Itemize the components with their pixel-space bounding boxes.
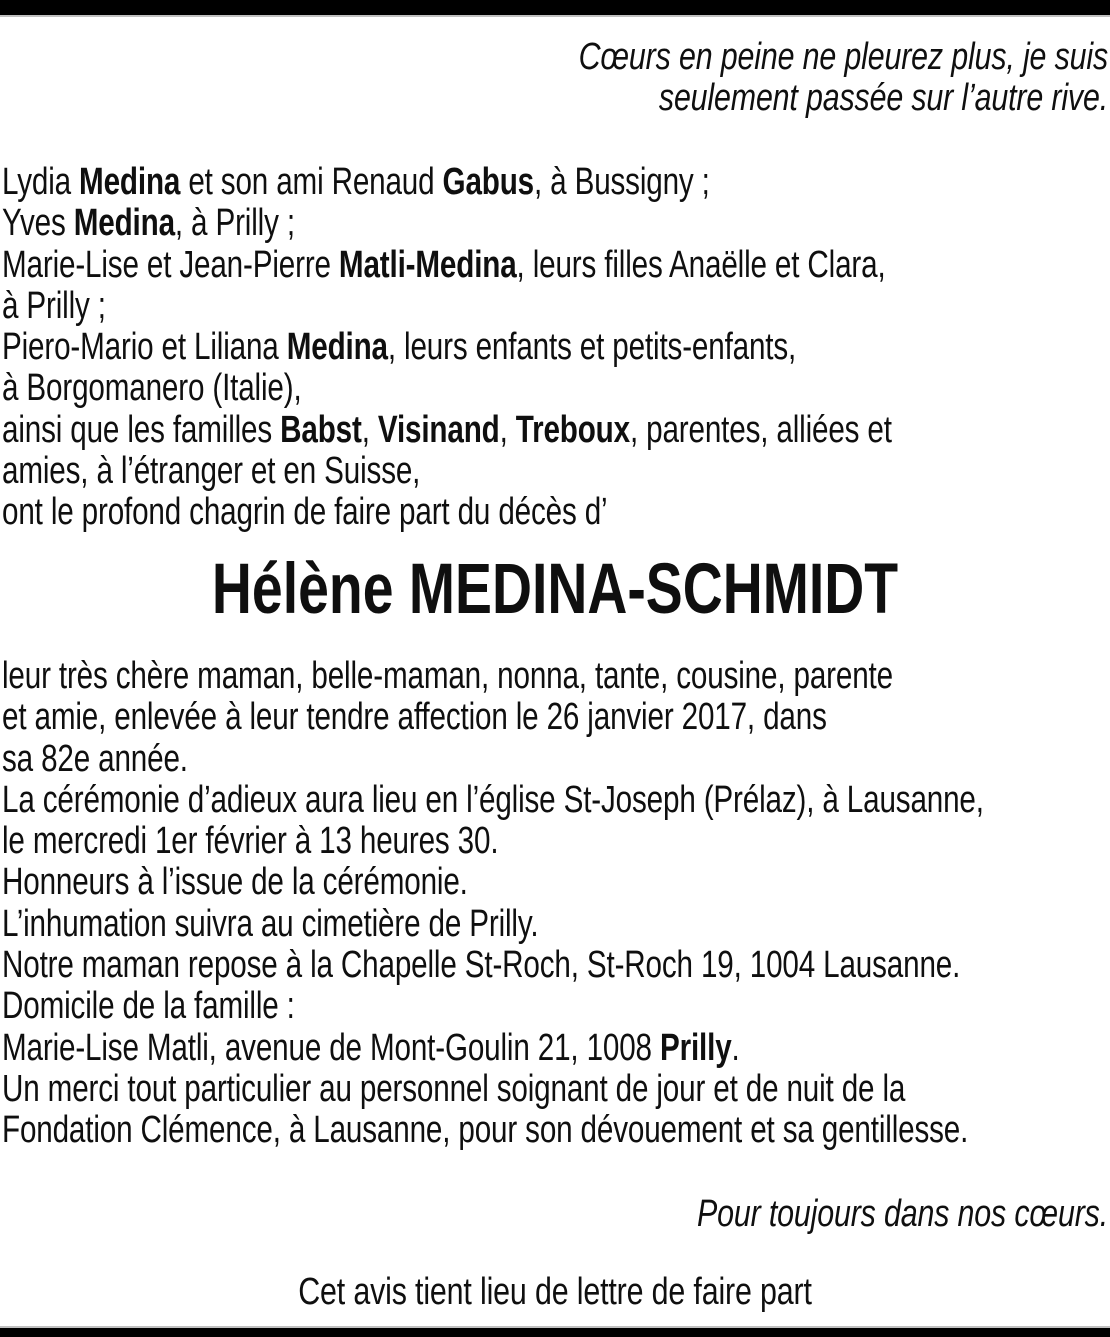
epigraph-line: Cœurs en peine ne pleurez plus, je suis xyxy=(578,36,1108,78)
text-segment: Yves xyxy=(2,202,74,245)
text-segment: amies, à l’étranger et en Suisse, xyxy=(2,450,421,493)
notice-line xyxy=(2,944,961,987)
text-segment: La cérémonie d’adieux aura lieu en l’église St-Joseph (Prélaz), à Lausanne, xyxy=(2,778,984,821)
text-segment: ainsi que les familles xyxy=(2,408,281,451)
surname-bold-segment: Medina xyxy=(73,202,175,245)
text-segment: , xyxy=(361,408,378,451)
text-segment: et amie, enlevée à leur tendre affection le 26 janvier 2017, dans xyxy=(2,696,827,739)
notice-line xyxy=(2,451,866,492)
notice-line xyxy=(2,203,866,244)
surname-bold-segment: Babst xyxy=(280,408,362,451)
text-segment: Fondation Clémence, à Lausanne, pour son dévouement et sa gentillesse. xyxy=(2,1109,969,1152)
notice-line xyxy=(2,655,893,697)
notice-line xyxy=(2,1028,866,1069)
text-segment: , à Prilly ; xyxy=(174,202,295,245)
notice-line xyxy=(2,821,866,862)
notice-line xyxy=(2,368,866,409)
text-segment: Piero-Mario et Liliana xyxy=(2,326,287,369)
notice-line xyxy=(2,286,866,327)
closing-line: Pour toujours dans nos cœurs. xyxy=(696,1193,1108,1235)
text-segment: , leurs enfants et petits-enfants, xyxy=(387,326,797,369)
notice-line xyxy=(2,492,866,533)
top-border-rule xyxy=(0,0,1110,17)
notice-line xyxy=(2,1067,906,1110)
surname-bold-segment: Visinand xyxy=(377,408,500,451)
text-segment: . xyxy=(731,1026,740,1069)
surname-bold-segment: Gabus xyxy=(442,161,535,203)
text-segment: Marie-Lise et Jean-Pierre xyxy=(2,243,339,286)
notice-line xyxy=(2,739,866,780)
text-segment: à Prilly ; xyxy=(2,284,106,327)
surname-bold-segment: Medina xyxy=(286,326,388,369)
surname-bold-segment: Medina xyxy=(79,161,181,203)
notice-line xyxy=(2,408,892,451)
text-segment: Marie-Lise Matli, avenue de Mont-Goulin 21, 1008 xyxy=(2,1026,660,1069)
closing-sentence xyxy=(0,1194,1108,1235)
notice-line xyxy=(2,697,866,738)
text-segment: sa 82e année. xyxy=(2,737,188,780)
notice-line xyxy=(2,904,866,945)
notice-line xyxy=(2,327,866,368)
text-segment: Un merci tout particulier au personnel soignant de jour et de nuit de la xyxy=(2,1067,906,1110)
text-segment: , à Bussigny ; xyxy=(534,161,710,203)
text-segment: Notre maman repose à la Chapelle St-Roch, St-Roch 19, 1004 Lausanne. xyxy=(2,944,961,987)
notice-line xyxy=(2,1109,969,1152)
footer-line: Cet avis tient lieu de lettre de faire part xyxy=(298,1271,812,1313)
text-segment: , parentes, alliées et xyxy=(629,408,892,451)
notice-line xyxy=(2,986,866,1027)
text-segment: le mercredi 1er février à 13 heures 30. xyxy=(2,820,499,863)
epigraph-quote xyxy=(0,37,1108,120)
text-segment: , leurs filles Anaëlle et Clara, xyxy=(516,243,886,286)
ceremony-details xyxy=(2,656,1110,1152)
notice-line xyxy=(2,778,984,821)
notice-line xyxy=(2,243,886,286)
surname-bold-segment: Treboux xyxy=(515,408,630,451)
bottom-border-rule xyxy=(0,1326,1110,1337)
family-announcement xyxy=(2,162,1110,534)
surname-bold-segment: Prilly xyxy=(659,1026,732,1069)
notice-line xyxy=(2,862,866,903)
text-segment: L’inhumation suivra au cimetière de Prilly. xyxy=(2,902,539,945)
text-segment: ont le profond chagrin de faire part du décès d’ xyxy=(2,491,608,534)
notice-line xyxy=(2,162,866,203)
text-segment: et son ami Renaud xyxy=(180,161,443,203)
surname-bold-segment: Matli-Medina xyxy=(338,243,517,286)
epigraph-line: seulement passée sur l’autre rive. xyxy=(658,77,1108,120)
deceased-name-title: Hélène MEDINA-SCHMIDT xyxy=(211,550,899,629)
text-segment: Domicile de la famille : xyxy=(2,985,295,1028)
text-segment: Lydia xyxy=(2,161,80,203)
footer-note xyxy=(0,1272,1110,1313)
text-segment: leur très chère maman, belle-maman, nonna, tante, cousine, parente xyxy=(2,655,893,697)
text-segment: à Borgomanero (Italie), xyxy=(2,367,302,410)
text-segment: , xyxy=(499,408,516,451)
text-segment: Honneurs à l’issue de la cérémonie. xyxy=(2,861,468,904)
